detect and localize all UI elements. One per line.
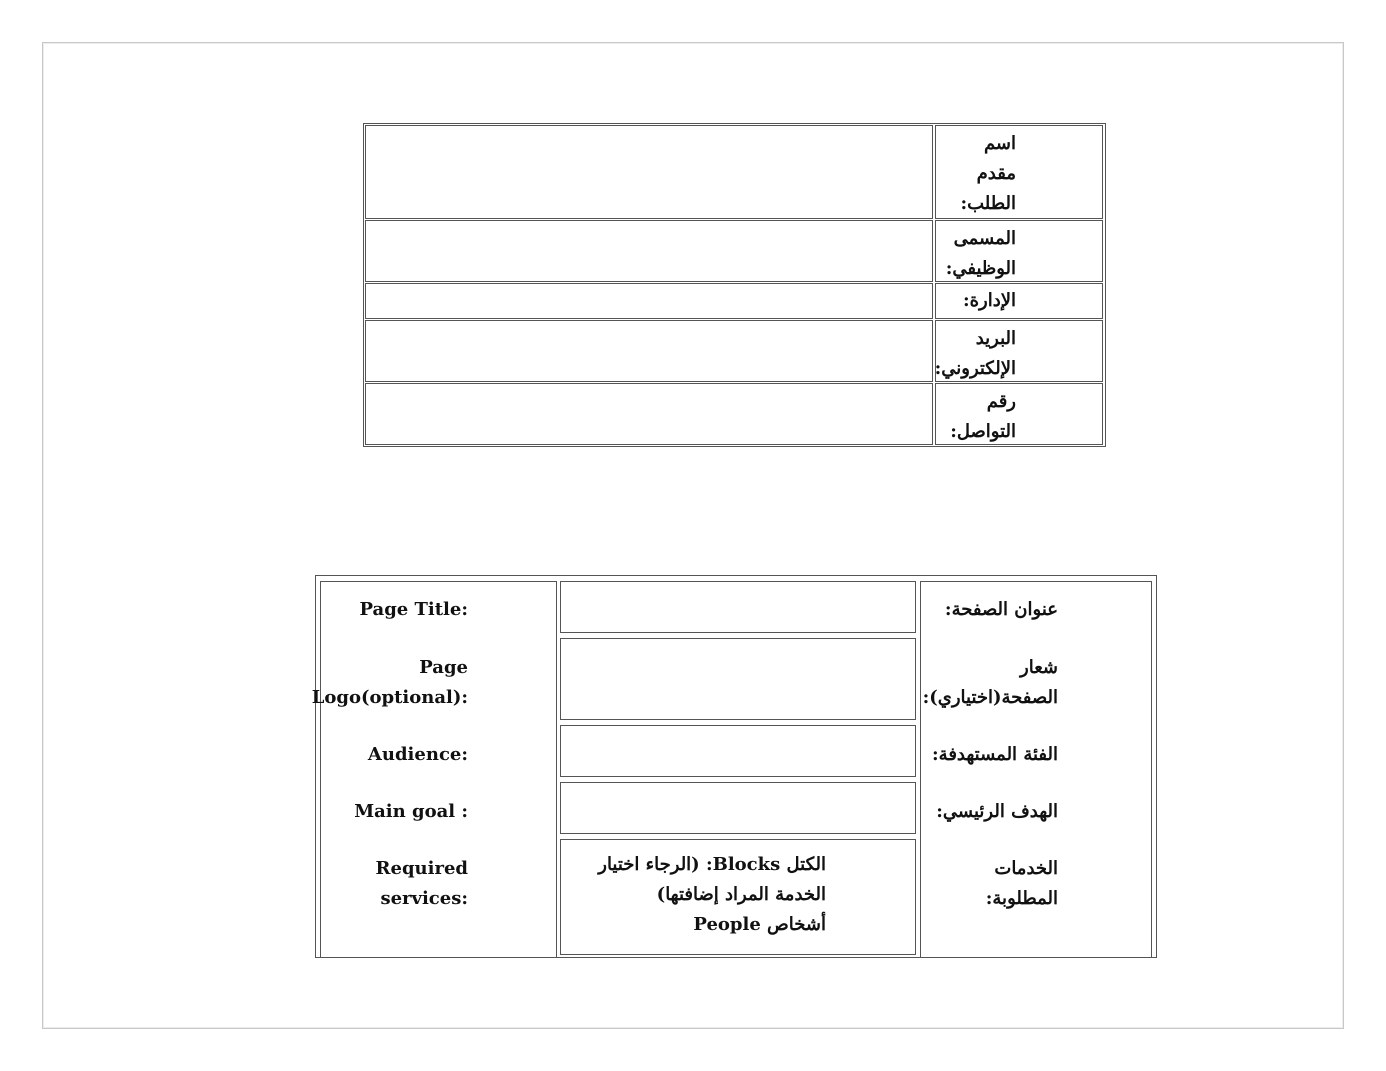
job-title-field[interactable]: [365, 220, 933, 282]
required-services-label-en: Required services:: [375, 858, 468, 909]
arabic-labels-column: [920, 581, 1152, 957]
page-logo-field[interactable]: [560, 638, 916, 720]
main-goal-field[interactable]: [560, 782, 916, 834]
table-row: [365, 383, 1104, 445]
page-request-table: [311, 575, 1157, 958]
table-row: [365, 283, 1104, 319]
audience-field[interactable]: [560, 725, 916, 777]
contact-info-table: [363, 123, 1106, 447]
english-labels-column: [311, 581, 557, 957]
page-title-label-ar: عنوان الصفحة:: [944, 599, 1058, 620]
document-page: [42, 42, 1344, 1029]
department-label: الإدارة:: [935, 283, 1103, 319]
page-title-field[interactable]: [560, 581, 916, 633]
table-row: [365, 220, 1104, 282]
phone-field[interactable]: [365, 383, 933, 445]
required-services-text: الكتل Blocks: (الرجاء اختيار الخدمة المراد إضافتها) أشخاص People: [598, 854, 826, 935]
audience-label-en: Audience:: [367, 744, 468, 765]
main-goal-label-ar: الهدف الرئيسي:: [936, 801, 1058, 822]
required-services-label-ar: الخدمات المطلوبة:: [985, 858, 1058, 909]
applicant-name-field[interactable]: [365, 125, 933, 219]
required-services-field[interactable]: [560, 839, 916, 955]
job-title-label: المسمى الوظيفي:: [935, 220, 1103, 282]
table-row: [365, 125, 1104, 219]
email-field[interactable]: [365, 320, 933, 382]
phone-label: رقم التواصل:: [935, 383, 1103, 445]
department-field[interactable]: [365, 283, 933, 319]
audience-label-ar: الفئة المستهدفة:: [932, 744, 1058, 765]
page-logo-label-en: Page Logo(optional):: [311, 657, 468, 708]
applicant-name-label: اسم مقدم الطلب:: [935, 125, 1103, 219]
main-goal-label-en: Main goal :: [354, 801, 468, 822]
page-logo-label-ar: شعار الصفحة(اختياري):: [922, 657, 1058, 708]
page-title-label-en: Page Title:: [359, 599, 468, 620]
table-row: [365, 320, 1104, 382]
email-label: البريد الإلكتروني:: [935, 320, 1103, 382]
